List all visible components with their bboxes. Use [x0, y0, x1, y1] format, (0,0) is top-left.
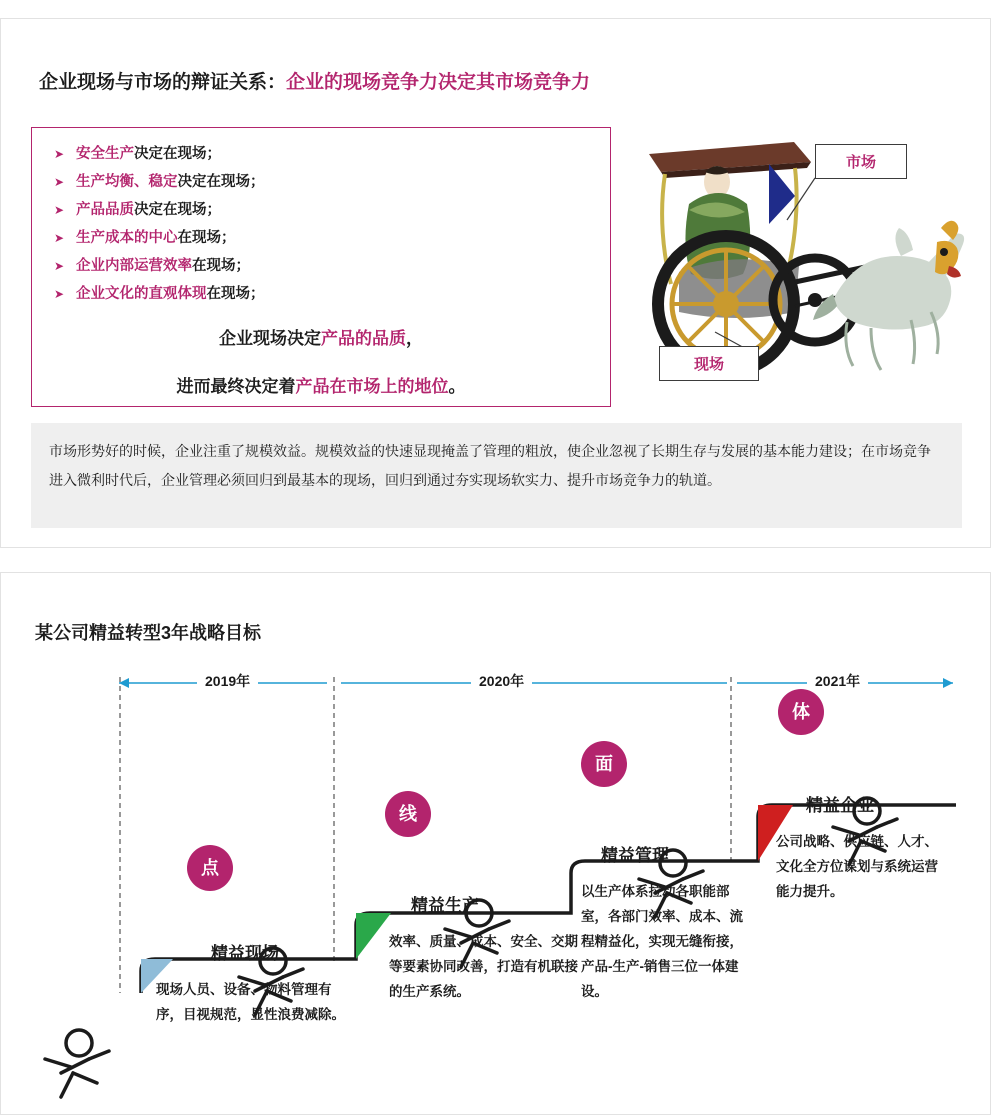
- chevron-right-icon: ➤: [54, 175, 65, 189]
- stage-title-2: 精益生产: [411, 896, 479, 915]
- list-item-rest: 在现场；: [177, 230, 236, 246]
- label-market: 市场: [815, 144, 907, 179]
- conclusion-line-1-tail: ，: [406, 329, 423, 348]
- stage-badge-1: 点: [187, 845, 233, 891]
- slide-one-title: [39, 67, 590, 94]
- slide-one: [0, 18, 991, 548]
- list-item-rest: 决定在现场；: [134, 146, 221, 162]
- conclusion-line-1: [32, 322, 610, 356]
- list-item-highlight: 安全生产: [76, 146, 134, 162]
- list-item: [54, 196, 610, 224]
- stage-title-1: 精益现场: [211, 944, 279, 963]
- chevron-right-icon: ➤: [54, 203, 65, 217]
- list-item-highlight: 生产均衡、稳定: [76, 174, 178, 190]
- bullet-box: [31, 127, 611, 407]
- year-label-2020: 2020年: [471, 671, 532, 691]
- conclusion-line-2: [32, 370, 610, 404]
- list-item-rest: 决定在现场；: [177, 174, 265, 190]
- slide-one-title-pink: 企业的现场竞争力决定其市场竞争力: [286, 72, 591, 93]
- list-item: [54, 224, 610, 252]
- slide-two-title: 某公司精益转型3年战略目标: [35, 623, 262, 643]
- label-site: 现场: [659, 346, 759, 381]
- stage-body-2: 效率、质量、成本、安全、交期等要素协同改善，打造有机联接的生产系统。: [389, 934, 578, 999]
- slide-one-title-black: 企业现场与市场的辩证关系：: [39, 72, 287, 93]
- conclusion-line-1-black: 企业现场决定: [219, 329, 321, 348]
- list-item: [54, 252, 610, 280]
- chevron-right-icon: ➤: [54, 287, 65, 301]
- year-label-2019: 2019年: [197, 671, 258, 691]
- list-item-highlight: 产品品质: [76, 202, 134, 218]
- list-item-highlight: 企业文化的直观体现: [76, 286, 207, 302]
- conclusion-line-2-tail: 。: [448, 377, 466, 396]
- list-item: [54, 280, 610, 308]
- slide-two: [0, 572, 991, 1115]
- stage-title-4: 精益企业: [806, 796, 874, 815]
- year-label-2021: 2021年: [807, 671, 868, 691]
- stage-badge-3: 面: [581, 741, 627, 787]
- chevron-right-icon: ➤: [54, 259, 65, 273]
- list-item-highlight: 生产成本的中心: [76, 230, 178, 246]
- list-item-rest: 在现场；: [206, 286, 265, 302]
- list-item-rest: 决定在现场；: [134, 202, 221, 218]
- stage-body-4: 公司战略、供应链、人才、文化全方位谋划与系统运营能力提升。: [776, 834, 938, 899]
- stage-body-3: 以生产体系拉动各职能部室，各部门效率、成本、流程精益化，实现无缝衔接，产品-生产-销售三位一体建设。: [581, 884, 743, 999]
- slide-one-note: 市场形势好的时候，企业注重了规模效益。规模效益的快速显现掩盖了管理的粗放，使企业忽视了长期生存与发展的基本能力建设；在市场竞争进入微利时代后，企业管理必须回归到最基本的现场，回归到通过夯实现场软实力、提升市场竞争力的轨道。: [31, 423, 962, 528]
- chevron-right-icon: ➤: [54, 147, 65, 161]
- list-item-rest: 在现场；: [192, 258, 250, 274]
- list-item: [54, 128, 610, 168]
- stage-title-3: 精益管理: [601, 846, 669, 865]
- stage-badge-4: 体: [778, 689, 824, 735]
- conclusion-line-2-pink: 产品在市场上的地位: [295, 377, 449, 396]
- conclusion-line-1-pink: 产品的品质: [321, 329, 406, 348]
- list-item-highlight: 企业内部运营效率: [76, 258, 192, 274]
- stage-body-1: 现场人员、设备、物料管理有序，目视规范，显性浪费减除。: [156, 982, 345, 1022]
- conclusion-line-2-black: 进而最终决定着: [176, 377, 296, 396]
- chariot-illustration: [619, 124, 969, 409]
- list-item: [54, 168, 610, 196]
- stage-badge-2: 线: [385, 791, 431, 837]
- chevron-right-icon: ➤: [54, 231, 65, 245]
